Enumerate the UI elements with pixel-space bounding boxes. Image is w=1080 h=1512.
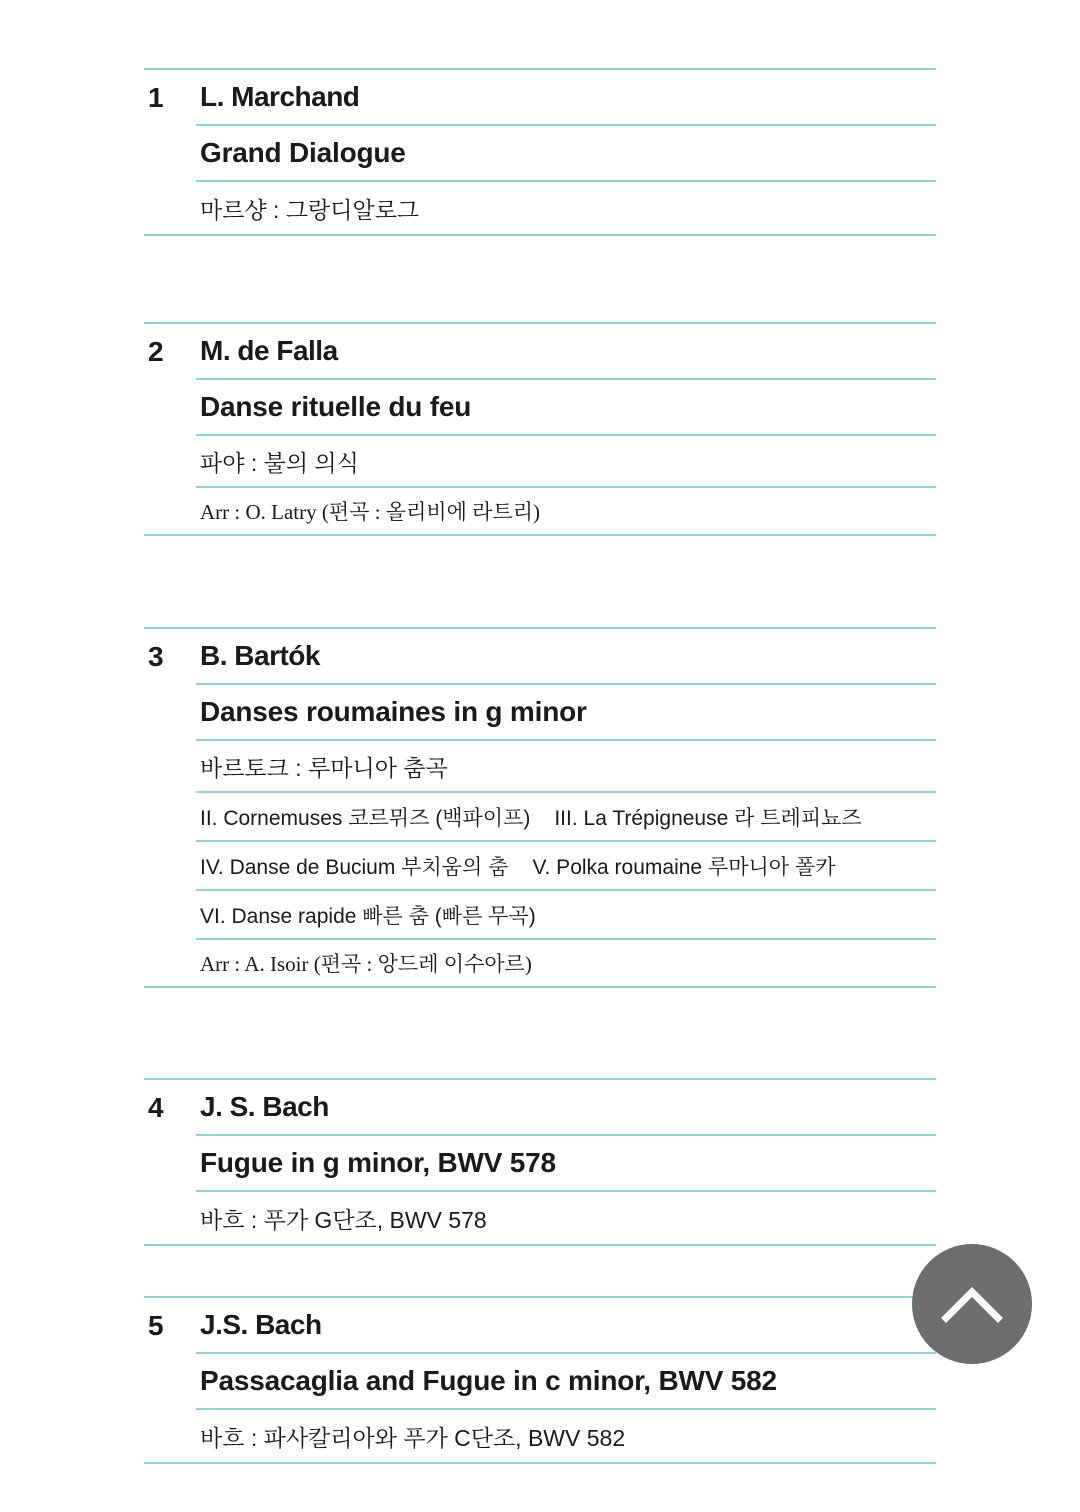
- composer-name: L. Marchand: [196, 70, 936, 126]
- program-item-1: [144, 68, 936, 236]
- program-number: 2: [148, 336, 164, 367]
- movement-item: V. Polka roumaine 루마니아 폴카: [532, 855, 836, 879]
- piece-title: Passacaglia and Fugue in c minor, BWV 582: [196, 1354, 936, 1410]
- composer-name: J. S. Bach: [196, 1080, 936, 1136]
- program-item-4: [144, 1078, 936, 1246]
- program-number: 1: [148, 82, 164, 113]
- piece-title: Fugue in g minor, BWV 578: [196, 1136, 936, 1192]
- composer-name: B. Bartók: [196, 629, 936, 685]
- program-item-5: [144, 1296, 936, 1464]
- arrangement-credit: Arr : O. Latry (편곡 : 올리비에 라트리): [200, 500, 541, 524]
- piece-title: Danses roumaines in g minor: [196, 685, 936, 741]
- movement-row: [196, 842, 936, 891]
- piece-title: Danse rituelle du feu: [196, 380, 936, 436]
- program-number: 3: [148, 641, 164, 672]
- chevron-up-icon: [940, 1284, 1004, 1324]
- program-number: 5: [148, 1310, 164, 1341]
- movement-item: VI. Danse rapide 빠른 춤 (빠른 무곡): [200, 904, 536, 928]
- composer-name: M. de Falla: [196, 324, 936, 380]
- korean-title: 바흐 : 파사칼리아와 푸가 C단조, BWV 582: [200, 1424, 626, 1451]
- korean-title: 마르샹 : 그랑디알로그: [200, 196, 420, 223]
- movement-item: II. Cornemuses 코르뮈즈 (백파이프): [200, 806, 531, 830]
- movement-item: III. La Trépigneuse 라 트레피뇨즈: [554, 806, 862, 830]
- movement-row: [196, 891, 936, 940]
- movement-item: IV. Danse de Bucium 부치움의 춤: [200, 855, 509, 879]
- korean-title: 파야 : 불의 의식: [196, 436, 936, 488]
- program-number: 4: [148, 1092, 164, 1123]
- movement-row: [196, 793, 936, 842]
- korean-title: 바흐 : 푸가 G단조, BWV 578: [200, 1206, 487, 1233]
- korean-title: 바르토크 : 루마니아 춤곡: [196, 741, 936, 793]
- scroll-to-top-button[interactable]: [912, 1244, 1032, 1364]
- arrangement-credit: Arr : A. Isoir (편곡 : 앙드레 이수아르): [200, 952, 532, 976]
- piece-title: Grand Dialogue: [196, 126, 936, 182]
- composer-name: J.S. Bach: [196, 1298, 936, 1354]
- program-item-3: [144, 627, 936, 988]
- program-item-2: [144, 322, 936, 536]
